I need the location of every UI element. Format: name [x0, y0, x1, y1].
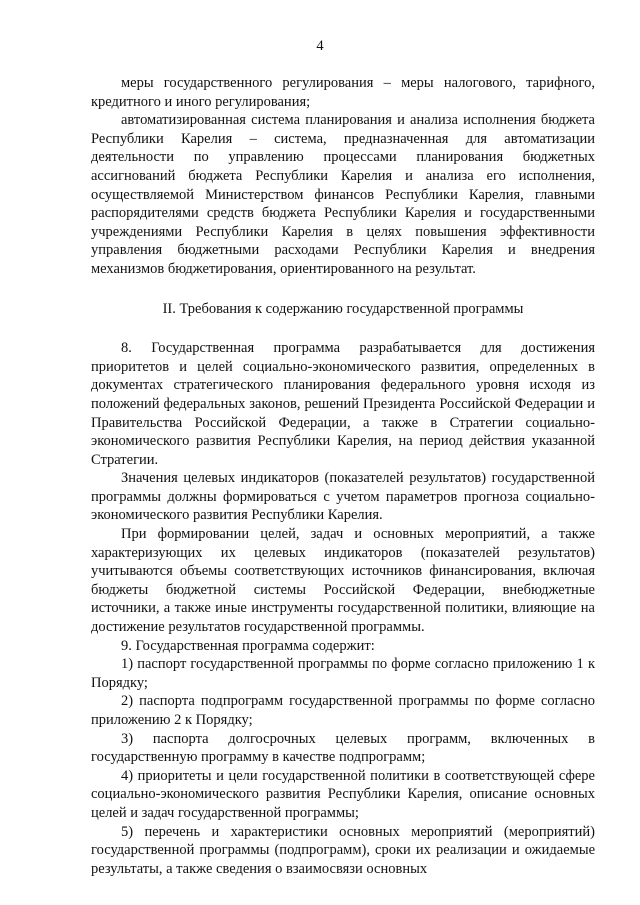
- paragraph: 9. Государственная программа содержит:: [121, 637, 375, 654]
- list-item: 3) паспорта долгосрочных целевых программ, включенных в государственную программу в качестве подпрограмм;: [91, 730, 595, 766]
- list-item: 1) паспорт государственной программы по форме согласно приложению 1 к Порядку;: [91, 656, 595, 691]
- paragraph: 8. Государственная программа разрабатывается для достижения приоритетов и целей социально-экономического развития, определенных в документах стратегического планирования федерального уровня исходя из положений федеральных законов, решений Президента Российской Федерации и Правительства Российской Федерации, а также в Стратегии социально-экономического развития Республики Карелия, на период действия указанной Стратегии.: [91, 340, 595, 468]
- paragraph: меры государственного регулирования – меры налогового, тарифного, кредитного и иного регулирования;: [91, 75, 595, 110]
- section-heading: II. Требования к содержанию государственной программы: [162, 300, 524, 317]
- paragraph: При формировании целей, задач и основных мероприятий, а также характеризующих их целевых индикаторов (показателей результатов) учитываются объемы соответствующих источников финансирования, включая бюджеты бюджетной системы Российской Федерации, внебюджетные источники, а также иные инструменты государственной политики, влияющие на достижение результатов государственной программы.: [91, 526, 595, 636]
- paragraph: Значения целевых индикаторов (показателей результатов) государственной программы должны формироваться с учетом параметров прогноза социально-экономического развития Республики Карелия.: [91, 470, 595, 524]
- page-number: 4: [316, 38, 324, 54]
- document-body: [91, 74, 595, 878]
- list-item: 2) паспорта подпрограмм государственной программы по форме согласно приложению 2 к Порядку;: [91, 693, 595, 728]
- paragraph: автоматизированная система планирования и анализа исполнения бюджета Республики Карелия – система, предназначенная для автоматизации деятельности по управлению процессами планирования бюджетных ассигнований бюджета Республики Карелия и анализа его исполнения, осуществляемой Министерством финансов Республики Карелия, главными распорядителями средств бюджета Республики Карелия и государственными учреждениями Республики Карелия в целях повышения эффективности управления бюджетными расходами Республики Карелия и внедрения механизмов бюджетирования, ориентированного на результат.: [91, 112, 595, 277]
- list-item: 5) перечень и характеристики основных мероприятий (мероприятий) государственной программы (подпрограмм), сроки их реализации и ожидаемые результаты, а также сведения о взаимосвязи основных: [91, 823, 595, 877]
- list-item: 4) приоритеты и цели государственной политики в соответствующей сфере социально-экономического развития Республики Карелия, описание основных целей и задач государственной программы;: [91, 767, 595, 821]
